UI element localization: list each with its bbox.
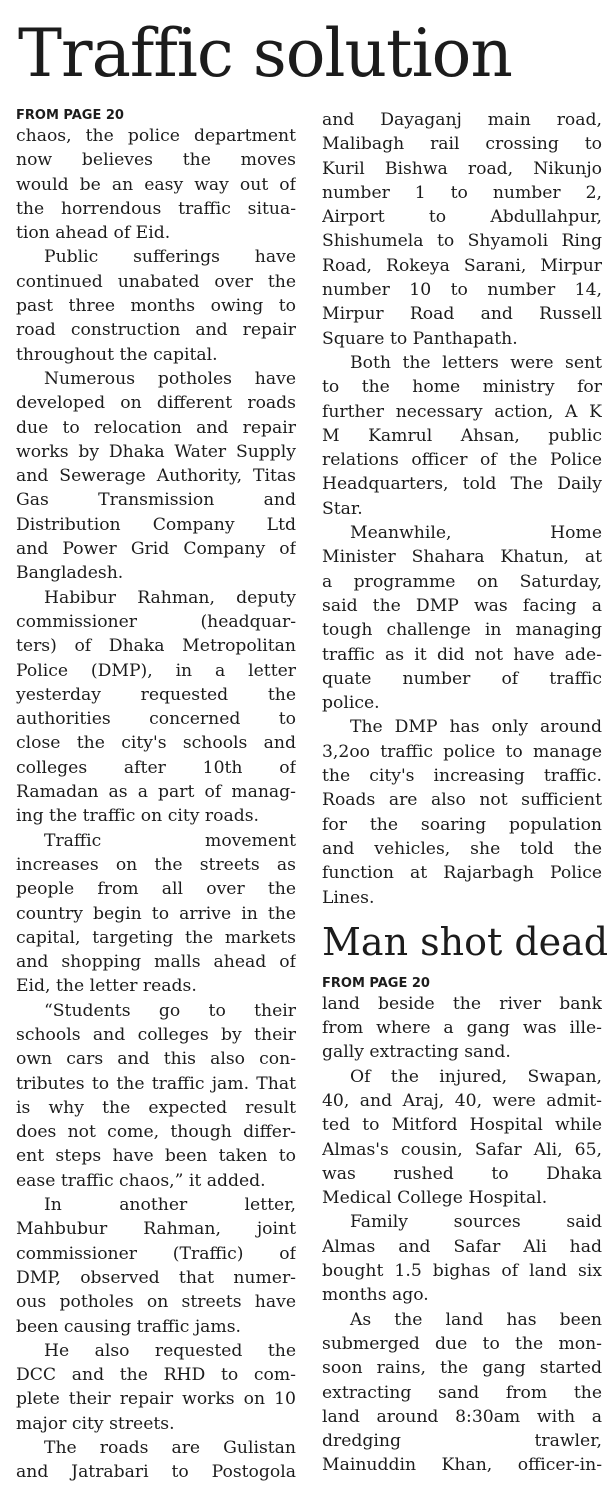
text-line: traffic as it did not have ade-: [322, 644, 602, 665]
text-line: close the city's schools and: [16, 733, 296, 754]
text-line: Both the letters were sent: [350, 352, 602, 373]
text-line: DCC and the RHD to com-: [16, 1365, 296, 1386]
text-line: Family sources said: [350, 1212, 602, 1233]
text-line: tough challenge in managing: [322, 620, 602, 641]
article-body-man-shot-dead: [322, 992, 602, 1478]
text-line: In another letter,: [44, 1195, 296, 1216]
text-line: colleges after 10th of: [16, 757, 296, 778]
text-line: and Sewerage Authority, Titas: [16, 466, 296, 487]
text-line: Eid, the letter reads.: [16, 976, 197, 997]
text-line: country begin to arrive in the: [16, 903, 296, 924]
text-line: Police (DMP), in a letter: [16, 660, 296, 681]
text-line: gally extracting sand.: [322, 1042, 511, 1063]
text-line: The roads are Gulistan: [44, 1438, 296, 1459]
text-line: months ago.: [322, 1285, 429, 1306]
text-line: been causing traffic jams.: [16, 1316, 241, 1337]
text-line: would be an easy way out of: [16, 174, 296, 195]
text-line: Headquarters, told The Daily: [322, 474, 602, 495]
text-line: “Students go to their: [44, 1000, 296, 1021]
text-line: function at Rajarbagh Police: [322, 863, 602, 884]
text-line: M Kamrul Ahsan, public: [322, 425, 602, 446]
article-body-left: [16, 124, 296, 1485]
text-line: is why the expected result: [16, 1097, 296, 1118]
text-line: DMP, observed that numer-: [16, 1267, 296, 1288]
text-line: Of the injured, Swapan,: [350, 1066, 602, 1087]
text-line: Distribution Company Ltd: [16, 514, 296, 535]
text-line: and shopping malls ahead of: [16, 952, 296, 973]
text-line: ters) of Dhaka Metropolitan: [16, 636, 296, 657]
text-line: ted to Mitford Hospital while: [322, 1115, 602, 1136]
text-line: The DMP has only around: [350, 717, 602, 738]
text-line: increases on the streets as: [16, 854, 296, 875]
text-line: due to relocation and repair: [16, 417, 296, 438]
text-line: tion ahead of Eid.: [16, 223, 171, 244]
text-line: Bangladesh.: [16, 563, 124, 584]
text-line: Airport to Abdullahpur,: [322, 207, 602, 228]
text-line: Mainuddin Khan, officer-in-: [322, 1455, 602, 1476]
text-line: He also requested the: [44, 1340, 296, 1361]
text-line: Mirpur Road and Russell: [322, 304, 602, 325]
text-line: Public sufferings have: [44, 247, 296, 268]
text-line: works by Dhaka Water Supply: [16, 441, 296, 462]
from-page-label: FROM PAGE 20: [322, 975, 430, 991]
text-line: Square to Panthapath.: [322, 328, 518, 349]
text-line: Numerous potholes have: [44, 368, 296, 389]
text-line: for the soaring population: [322, 814, 602, 835]
text-line: was rushed to Dhaka: [322, 1163, 602, 1184]
text-line: developed on different roads: [16, 393, 296, 414]
text-line: authorities concerned to: [16, 709, 296, 730]
text-line: extracting sand from the: [322, 1382, 602, 1403]
text-line: a programme on Saturday,: [322, 571, 602, 592]
text-line: ease traffic chaos,” it added.: [16, 1170, 266, 1191]
text-line: own cars and this also con-: [16, 1049, 296, 1070]
text-line: Road, Rokeya Sarani, Mirpur: [322, 255, 602, 276]
text-line: commissioner (Traffic) of: [16, 1243, 296, 1264]
text-line: chaos, the police department: [16, 126, 296, 146]
column-left: [16, 108, 296, 1485]
text-line: commissioner (headquar-: [16, 611, 296, 632]
text-line: from where a gang was ille-: [322, 1018, 602, 1039]
article-body-right: [322, 108, 602, 910]
text-line: ing the traffic on city roads.: [16, 806, 259, 827]
text-line: past three months owing to: [16, 296, 296, 317]
text-line: Meanwhile, Home: [350, 523, 602, 544]
text-line: Habibur Rahman, deputy: [44, 587, 296, 608]
text-line: land beside the river bank: [322, 993, 602, 1014]
text-line: said the DMP was facing a: [322, 595, 602, 616]
text-line: does not come, though differ-: [16, 1122, 296, 1143]
text-line: submerged due to the mon-: [322, 1333, 602, 1354]
text-line: land around 8:30am with a: [322, 1406, 602, 1427]
text-line: 3,2oo traffic police to manage: [322, 741, 602, 762]
text-line: bought 1.5 bighas of land six: [322, 1261, 602, 1282]
text-line: Medical College Hospital.: [322, 1188, 548, 1209]
text-line: number 10 to number 14,: [322, 280, 602, 301]
text-line: ent steps have been taken to: [16, 1146, 296, 1167]
text-line: Ramadan as a part of manag-: [16, 782, 296, 803]
text-line: Almas's cousin, Safar Ali, 65,: [322, 1139, 602, 1160]
text-line: Shishumela to Shyamoli Ring: [322, 231, 602, 252]
text-line: Traffic movement: [44, 830, 296, 851]
text-line: ous potholes on streets have: [16, 1292, 296, 1313]
text-line: Star.: [322, 498, 363, 519]
text-line: Lines.: [322, 887, 375, 908]
text-line: quate number of traffic: [322, 668, 602, 689]
text-line: plete their repair works on 10: [16, 1389, 296, 1410]
text-line: the city's increasing traffic.: [322, 766, 602, 787]
text-line: capital, targeting the markets: [16, 927, 296, 948]
headline-man-shot-dead: Man shot dead: [322, 919, 609, 964]
text-line: police.: [322, 693, 380, 714]
text-line: Malibagh rail crossing to: [322, 134, 602, 155]
text-line: people from all over the: [16, 879, 296, 900]
text-line: road construction and repair: [16, 320, 296, 341]
text-line: and Jatrabari to Postogola: [16, 1462, 296, 1483]
text-line: Roads are also not sufficient: [322, 790, 602, 811]
text-line: number 1 to number 2,: [322, 182, 602, 203]
text-line: Minister Shahara Khatun, at: [322, 547, 602, 568]
text-line: As the land has been: [350, 1309, 602, 1330]
text-line: dredging trawler,: [322, 1431, 602, 1452]
text-line: 40, and Araj, 40, were admit-: [322, 1090, 602, 1111]
text-line: Almas and Safar Ali had: [322, 1236, 602, 1257]
text-line: relations officer of the Police: [322, 450, 602, 471]
text-line: yesterday requested the: [16, 684, 296, 705]
text-line: now believes the moves: [16, 150, 296, 171]
column-right: [322, 108, 609, 1478]
text-line: schools and colleges by their: [16, 1024, 296, 1045]
text-line: to the home ministry for: [322, 377, 602, 398]
text-line: Mahbubur Rahman, joint: [16, 1219, 296, 1240]
text-line: throughout the capital.: [16, 344, 218, 365]
text-line: continued unabated over the: [16, 271, 296, 292]
text-line: further necessary action, A K: [322, 401, 602, 422]
headline-traffic-solution: Traffic solution: [18, 15, 512, 92]
text-line: and Dayaganj main road,: [322, 110, 602, 130]
text-line: major city streets.: [16, 1413, 175, 1434]
text-line: and vehicles, she told the: [322, 838, 602, 859]
text-line: the horrendous traffic situa-: [16, 198, 296, 219]
text-line: Gas Transmission and: [16, 490, 296, 511]
from-page-label: FROM PAGE 20: [16, 108, 124, 123]
text-line: and Power Grid Company of: [16, 539, 296, 560]
text-line: soon rains, the gang started: [322, 1358, 602, 1379]
text-line: Kuril Bishwa road, Nikunjo: [322, 158, 602, 179]
text-line: tributes to the traffic jam. That: [16, 1073, 296, 1094]
